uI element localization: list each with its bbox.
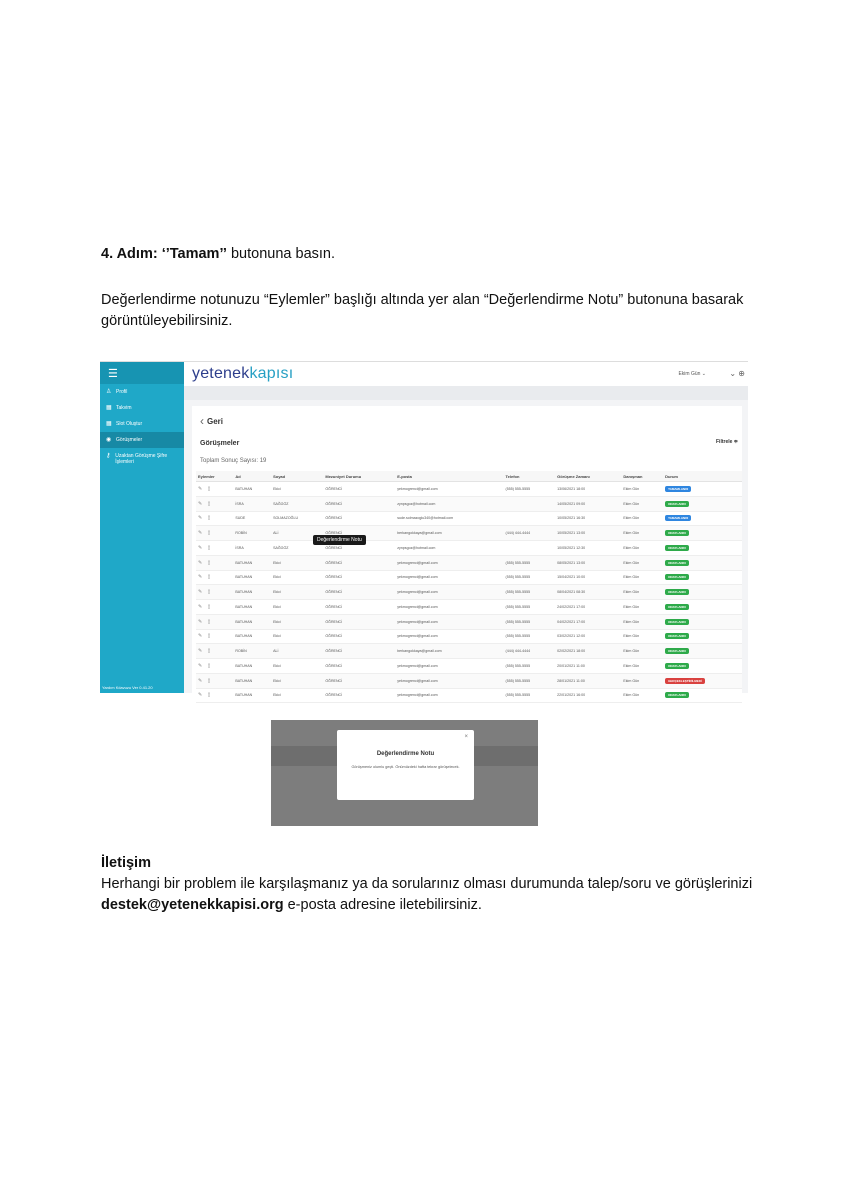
- table-cell: zynpsgoz@hotmail.com: [395, 496, 503, 511]
- table-cell: ÖĞRENCİ: [323, 555, 395, 570]
- sidebar-item-label: Takvim: [116, 405, 132, 411]
- modal-screenshot: [271, 720, 538, 826]
- status-cell: [663, 688, 742, 703]
- table-cell: yekmogrenci@gmail.com: [395, 555, 503, 570]
- table-cell: 14/05/2021 09:00: [555, 496, 621, 511]
- row-actions: [196, 673, 233, 688]
- status-badge: TAMAMLANDI: [665, 515, 691, 521]
- tooltip: Değerlendirme Notu: [313, 535, 366, 545]
- table-cell: yekmogrenci@gmail.com: [395, 614, 503, 629]
- sidebar-item-label: Profil: [116, 389, 128, 395]
- action-icons[interactable]: ✎ ▯: [198, 515, 213, 522]
- table-cell: (555) 555-5555: [504, 614, 556, 629]
- table-cell: Ekici: [271, 600, 323, 615]
- table-cell: BATUHAN: [233, 614, 271, 629]
- table-cell: (555) 555-5555: [504, 555, 556, 570]
- table-cell: SAĞGÖZ: [271, 541, 323, 556]
- row-actions: [196, 555, 233, 570]
- table-cell: BATUHAN: [233, 659, 271, 674]
- table-row: [196, 482, 742, 497]
- action-icons[interactable]: ✎ ▯: [198, 677, 213, 684]
- modal-title: Değerlendirme Notu: [376, 751, 435, 757]
- status-badge: ONAYLANDI: [665, 589, 689, 595]
- row-actions: [196, 496, 233, 511]
- evaluation-modal: [337, 730, 474, 800]
- table-cell: ÖĞRENCİ: [323, 570, 395, 585]
- table-cell: Ekim Gün: [621, 526, 663, 541]
- table-cell: Ekim Gün: [621, 511, 663, 526]
- status-badge: ONAYLANDI: [665, 501, 689, 507]
- table-cell: ÖĞRENCİ: [323, 482, 395, 497]
- table-cell: Ekim Gün: [621, 673, 663, 688]
- table-row: [196, 585, 742, 600]
- table-cell: Ekim Gün: [621, 644, 663, 659]
- page-title: Görüşmeler: [200, 440, 240, 447]
- table-cell: (555) 555-5555: [504, 659, 556, 674]
- status-cell: [663, 673, 742, 688]
- table-cell: yekmogrenci@gmail.com: [395, 600, 503, 615]
- status-badge: GERÇEKLEŞTİRİLMEDİ: [665, 678, 705, 684]
- action-icons[interactable]: ✎ ▯: [198, 485, 213, 492]
- table-cell: sude.solmazoglu340@hotmail.com: [395, 511, 503, 526]
- table-row: [196, 541, 742, 556]
- table-cell: (555) 555-5555: [504, 688, 556, 703]
- table-cell: 10/05/2021 12:30: [555, 541, 621, 556]
- table-cell: ÖĞRENCİ: [323, 585, 395, 600]
- action-icons[interactable]: ✎ ▯: [198, 530, 213, 537]
- column-header[interactable]: Ad: [233, 471, 271, 482]
- status-cell: [663, 629, 742, 644]
- table-cell: (444) 444-4444: [504, 644, 556, 659]
- table-cell: Ekim Gün: [621, 600, 663, 615]
- table-cell: Ekim Gün: [621, 614, 663, 629]
- table-cell: BATUHAN: [233, 585, 271, 600]
- row-actions: [196, 614, 233, 629]
- table-row: [196, 614, 742, 629]
- column-header[interactable]: Mezuniyet Durumu: [323, 471, 395, 482]
- table-cell: Ekici: [271, 585, 323, 600]
- contact-title: İletişim: [101, 855, 151, 871]
- table-cell: (555) 555-5555: [504, 673, 556, 688]
- table-cell: Ekim Gün: [621, 482, 663, 497]
- sidebar-item-3[interactable]: [100, 432, 184, 448]
- table-cell: ÖĞRENCİ: [323, 673, 395, 688]
- table-cell: 28/01/2021 11:00: [555, 673, 621, 688]
- column-header[interactable]: Danışman: [621, 471, 663, 482]
- status-badge: ONAYLANDI: [665, 633, 689, 639]
- table-cell: 08/05/2021 13:00: [555, 555, 621, 570]
- table-row: [196, 570, 742, 585]
- table-cell: ALİ: [271, 526, 323, 541]
- table-cell: 24/02/2021 17:00: [555, 600, 621, 615]
- action-icons[interactable]: ✎ ▯: [198, 500, 213, 507]
- table-cell: ÖĞRENCİ: [323, 629, 395, 644]
- filter-icon: ≑: [733, 439, 738, 445]
- table-cell: ÖĞRENCİ: [323, 511, 395, 526]
- globe-icon[interactable]: ⌄ ⊕: [729, 369, 745, 378]
- table-cell: 10/05/2021 16:30: [555, 511, 621, 526]
- table-cell: Ekim Gün: [621, 629, 663, 644]
- status-cell: [663, 555, 742, 570]
- header-band: [184, 386, 748, 400]
- status-badge: ONAYLANDI: [665, 530, 689, 536]
- row-actions: [196, 482, 233, 497]
- table-cell: SAĞGÖZ: [271, 496, 323, 511]
- table-cell: (444) 444-4444: [504, 526, 556, 541]
- column-header[interactable]: E-posta: [395, 471, 503, 482]
- status-cell: [663, 526, 742, 541]
- table-cell: (555) 555-5555: [504, 570, 556, 585]
- action-icons[interactable]: ✎ ▯: [198, 574, 213, 581]
- menu-toggle[interactable]: [100, 362, 184, 384]
- column-header[interactable]: Telefon: [504, 471, 556, 482]
- column-header[interactable]: Görüşme Zamanı: [555, 471, 621, 482]
- table-cell: ÖĞRENCİ: [323, 526, 395, 541]
- table-cell: BATUHAN: [233, 673, 271, 688]
- table-cell: ROBİN: [233, 526, 271, 541]
- table-cell: (555) 555-5555: [504, 629, 556, 644]
- table-cell: yekmogrenci@gmail.com: [395, 629, 503, 644]
- status-badge: ONAYLANDI: [665, 648, 689, 654]
- table-cell: ÖĞRENCİ: [323, 541, 395, 556]
- table-cell: [504, 541, 556, 556]
- row-actions: [196, 526, 233, 541]
- chevron-left-icon: ‹: [200, 414, 204, 428]
- status-cell: [663, 644, 742, 659]
- step-heading-rest: butonuna basın.: [226, 246, 336, 262]
- hamburger-icon: ☰: [108, 367, 118, 380]
- table-cell: (555) 555-5555: [504, 585, 556, 600]
- close-icon[interactable]: ×: [464, 734, 468, 740]
- status-badge: ONAYLANDI: [665, 663, 689, 669]
- table-cell: ÖĞRENCİ: [323, 659, 395, 674]
- status-cell: [663, 600, 742, 615]
- key-icon: ⚷: [106, 453, 111, 459]
- step-heading: [101, 244, 335, 265]
- table-cell: (555) 555-5555: [504, 600, 556, 615]
- sidebar: [100, 362, 184, 693]
- table-cell: yekmogrenci@gmail.com: [395, 570, 503, 585]
- table-cell: Ekici: [271, 629, 323, 644]
- column-header[interactable]: Eylemler: [196, 471, 233, 482]
- main-content: [192, 406, 742, 699]
- sidebar-item-2[interactable]: [100, 416, 184, 432]
- action-icons[interactable]: ✎ ▯: [198, 618, 213, 625]
- table-cell: Ekim Gün: [621, 496, 663, 511]
- table-row: [196, 496, 742, 511]
- instruction-paragraph: Değerlendirme notunuzu “Eylemler” başlığı altında yer alan “Değerlendirme Notu” butonuna basarak görüntüleyebilirsiniz.: [101, 292, 744, 329]
- sidebar-item-label: Görüşmeler: [116, 437, 143, 443]
- column-header[interactable]: Durum: [663, 471, 742, 482]
- table-cell: yekmogrenci@gmail.com: [395, 673, 503, 688]
- row-actions: [196, 629, 233, 644]
- row-actions: [196, 659, 233, 674]
- table-cell: ALİ: [271, 644, 323, 659]
- status-cell: [663, 585, 742, 600]
- table-cell: zynpsgoz@hotmail.com: [395, 541, 503, 556]
- table-cell: BATUHAN: [233, 482, 271, 497]
- row-actions: [196, 644, 233, 659]
- table-cell: 22/01/2021 16:00: [555, 688, 621, 703]
- table-row: [196, 629, 742, 644]
- table-cell: İSRA: [233, 541, 271, 556]
- topbar: [184, 362, 748, 387]
- table-cell: Ekim Gün: [621, 659, 663, 674]
- status-badge: ONAYLANDI: [665, 545, 689, 551]
- table-cell: ÖĞRENCİ: [323, 496, 395, 511]
- interviews-screenshot: [100, 361, 748, 699]
- table-cell: yekmogrenci@gmail.com: [395, 688, 503, 703]
- table-cell: Ekim Gün: [621, 585, 663, 600]
- table-cell: Ekici: [271, 659, 323, 674]
- table-cell: yekmogrenci@gmail.com: [395, 482, 503, 497]
- table-cell: Ekici: [271, 555, 323, 570]
- table-row: [196, 688, 742, 703]
- table-cell: SOLMAZOĞLU: [271, 511, 323, 526]
- sidebar-item-label: Uzaktan Görüşme Şifre İşlemleri: [115, 453, 168, 465]
- row-actions: [196, 570, 233, 585]
- sidebar-footer: Yardım Kılavuzu Ver 0.41.20: [102, 685, 153, 690]
- table-cell: ROBİN: [233, 644, 271, 659]
- table-cell: 10/05/2021 13:00: [555, 526, 621, 541]
- table-cell: Ekim Gün: [621, 541, 663, 556]
- step-heading-bold: 4. Adım: ‘’Tamam’’: [101, 246, 227, 262]
- action-icons[interactable]: ✎ ▯: [198, 603, 213, 610]
- table-row: [196, 555, 742, 570]
- table-cell: 02/02/2021 18:00: [555, 644, 621, 659]
- table-cell: BATUHAN: [233, 570, 271, 585]
- table-row: [196, 511, 742, 526]
- table-cell: Ekim Gün: [621, 570, 663, 585]
- action-icons[interactable]: ✎ ▯: [198, 662, 213, 669]
- table-cell: ÖĞRENCİ: [323, 600, 395, 615]
- status-badge: ONAYLANDI: [665, 619, 689, 625]
- action-icons[interactable]: ✎ ▯: [198, 648, 213, 655]
- user-menu[interactable]: Ekim Gün ⌄: [678, 371, 706, 377]
- table-cell: Ekici: [271, 570, 323, 585]
- row-actions: [196, 688, 233, 703]
- table-cell: 20/01/2021 11:00: [555, 659, 621, 674]
- table-cell: Ekici: [271, 614, 323, 629]
- contact-tail: e-posta adresine iletebilirsiniz.: [283, 897, 482, 913]
- table-row: [196, 526, 742, 541]
- table-cell: İSRA: [233, 496, 271, 511]
- row-actions: [196, 511, 233, 526]
- action-icons[interactable]: ✎ ▯: [198, 559, 213, 566]
- result-count: Toplam Sonuç Sayısı: 19: [200, 458, 267, 464]
- status-cell: [663, 659, 742, 674]
- back-button[interactable]: ‹ Geri: [200, 414, 224, 428]
- table-cell: [504, 496, 556, 511]
- calendar-icon: ▦: [106, 405, 112, 411]
- status-cell: [663, 496, 742, 511]
- status-cell: [663, 570, 742, 585]
- table-cell: Ekici: [271, 673, 323, 688]
- action-icons[interactable]: ✎ ▯: [198, 589, 213, 596]
- table-cell: ÖĞRENCİ: [323, 688, 395, 703]
- row-actions: [196, 541, 233, 556]
- table-cell: 04/02/2021 17:00: [555, 614, 621, 629]
- user-icon: ♙: [106, 389, 112, 395]
- row-actions: [196, 600, 233, 615]
- table-cell: (555) 555-5555: [504, 482, 556, 497]
- status-badge: ONAYLANDI: [665, 574, 689, 580]
- table-cell: berkangokkaya@gmail.com: [395, 526, 503, 541]
- contact-email[interactable]: destek@yetenekkapisi.org: [101, 897, 284, 913]
- table-cell: Ekici: [271, 482, 323, 497]
- table-cell: ÖĞRENCİ: [323, 644, 395, 659]
- status-badge: ONAYLANDI: [665, 604, 689, 610]
- status-badge: ONAYLANDI: [665, 692, 689, 698]
- table-cell: 15/04/2021 10:00: [555, 570, 621, 585]
- table-row: [196, 659, 742, 674]
- calendar-plus-icon: ▦: [106, 421, 112, 427]
- table-cell: BATUHAN: [233, 629, 271, 644]
- sidebar-item-1[interactable]: [100, 400, 184, 416]
- table-cell: BATUHAN: [233, 555, 271, 570]
- contact-line: Herhangi bir problem ile karşılaşmanız ya da sorularınız olması durumunda talep/soru ve görüşlerinizi: [101, 876, 753, 892]
- table-cell: [504, 511, 556, 526]
- filter-button[interactable]: Filtrele ≑: [716, 439, 738, 445]
- sidebar-item-0[interactable]: [100, 384, 184, 400]
- table-row: [196, 644, 742, 659]
- contact-section: [101, 853, 761, 916]
- table-cell: yekmogrenci@gmail.com: [395, 659, 503, 674]
- sidebar-item-4[interactable]: [100, 448, 184, 470]
- table-row: [196, 673, 742, 688]
- status-cell: [663, 614, 742, 629]
- status-cell: [663, 541, 742, 556]
- table-cell: Ekim Gün: [621, 555, 663, 570]
- table-cell: Ekim Gün: [621, 688, 663, 703]
- table-cell: 08/04/2021 08:30: [555, 585, 621, 600]
- modal-body: Görüşmeniz olumlu geçti. Önümüzdeki hafta tekrar görüşelecek.: [351, 765, 460, 769]
- sidebar-item-label: Slot Oluştur: [116, 421, 143, 427]
- table-cell: BATUHAN: [233, 688, 271, 703]
- table-cell: 13/06/2021 18:00: [555, 482, 621, 497]
- table-cell: yekmogrenci@gmail.com: [395, 585, 503, 600]
- status-cell: [663, 482, 742, 497]
- table-row: [196, 600, 742, 615]
- table-cell: Ekici: [271, 688, 323, 703]
- column-header[interactable]: Soyad: [271, 471, 323, 482]
- table-cell: 03/02/2021 12:00: [555, 629, 621, 644]
- status-badge: TAMAMLANDI: [665, 486, 691, 492]
- action-icons[interactable]: ✎ ▯: [198, 544, 213, 551]
- status-badge: ONAYLANDI: [665, 560, 689, 566]
- table-cell: SUDE: [233, 511, 271, 526]
- row-actions: [196, 585, 233, 600]
- status-cell: [663, 511, 742, 526]
- logo: yetenekkapısı: [192, 365, 294, 382]
- action-icons[interactable]: ✎ ▯: [198, 633, 213, 640]
- table-cell: BATUHAN: [233, 600, 271, 615]
- eye-icon: ◉: [106, 437, 112, 443]
- table-cell: berkangokkaya@gmail.com: [395, 644, 503, 659]
- action-icons[interactable]: ✎ ▯: [198, 692, 213, 699]
- table-cell: ÖĞRENCİ: [323, 614, 395, 629]
- interviews-table: [196, 471, 742, 703]
